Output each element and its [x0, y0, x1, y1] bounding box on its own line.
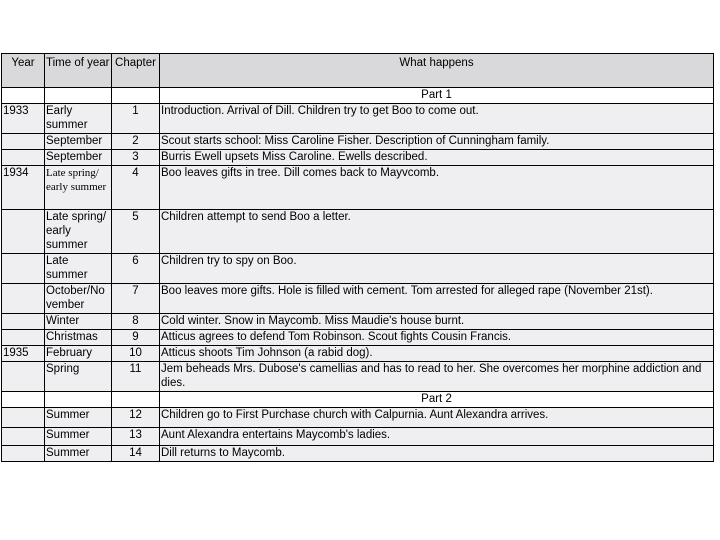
part-row — [2, 88, 714, 104]
chapter-cell: 5 — [112, 210, 160, 254]
year-cell — [2, 150, 45, 166]
time-cell: Late summer — [45, 254, 112, 284]
header-time-of-year: Time of year — [45, 54, 112, 88]
time-cell: February — [45, 346, 112, 362]
empty-cell — [45, 392, 112, 408]
table-body — [2, 88, 714, 462]
time-cell: Summer — [45, 408, 112, 428]
time-cell: Late spring/ early summer — [45, 166, 112, 210]
event-cell: Atticus agrees to defend Tom Robinson. Scout fights Cousin Francis. — [160, 330, 714, 346]
chapter-cell: 9 — [112, 330, 160, 346]
table-row — [2, 254, 714, 284]
part-label: Part 2 — [160, 392, 714, 408]
chapter-cell: 12 — [112, 408, 160, 428]
time-cell: September — [45, 150, 112, 166]
chapter-cell: 6 — [112, 254, 160, 284]
time-cell: Late spring/ early summer — [45, 210, 112, 254]
chapter-cell: 7 — [112, 284, 160, 314]
table-row — [2, 314, 714, 330]
table-header — [2, 54, 714, 88]
header-what-happens: What happens — [160, 54, 714, 88]
year-cell — [2, 446, 45, 462]
table-row — [2, 166, 714, 210]
chapter-timeline-table — [1, 53, 714, 462]
table-row — [2, 362, 714, 392]
event-cell: Cold winter. Snow in Maycomb. Miss Maudie's house burnt. — [160, 314, 714, 330]
time-cell: Early summer — [45, 104, 112, 134]
chapter-cell: 13 — [112, 428, 160, 446]
year-cell — [2, 362, 45, 392]
event-cell: Scout starts school: Miss Caroline Fisher. Description of Cunningham family. — [160, 134, 714, 150]
part-label: Part 1 — [160, 88, 714, 104]
event-cell: Children go to First Purchase church with Calpurnia. Aunt Alexandra arrives. — [160, 408, 714, 428]
event-cell: Jem beheads Mrs. Dubose's camellias and has to read to her. She overcomes her morphine addiction and dies. — [160, 362, 714, 392]
table-row — [2, 134, 714, 150]
table-row — [2, 330, 714, 346]
event-cell: Introduction. Arrival of Dill. Children try to get Boo to come out. — [160, 104, 714, 134]
table-row — [2, 428, 714, 446]
empty-cell — [112, 392, 160, 408]
event-cell: Dill returns to Maycomb. — [160, 446, 714, 462]
event-cell: Burris Ewell upsets Miss Caroline. Ewells described. — [160, 150, 714, 166]
empty-cell — [2, 88, 45, 104]
empty-cell — [45, 88, 112, 104]
table-row — [2, 346, 714, 362]
chapter-cell: 1 — [112, 104, 160, 134]
event-cell: Children attempt to send Boo a letter. — [160, 210, 714, 254]
empty-cell — [2, 392, 45, 408]
chapter-cell: 14 — [112, 446, 160, 462]
year-cell: 1933 — [2, 104, 45, 134]
table-row — [2, 150, 714, 166]
year-cell — [2, 408, 45, 428]
time-cell: Summer — [45, 446, 112, 462]
header-year: Year — [2, 54, 45, 88]
time-cell: Christmas — [45, 330, 112, 346]
event-cell: Children try to spy on Boo. — [160, 254, 714, 284]
table-row — [2, 104, 714, 134]
time-cell: Spring — [45, 362, 112, 392]
time-cell: September — [45, 134, 112, 150]
year-cell — [2, 254, 45, 284]
chapter-cell: 8 — [112, 314, 160, 330]
header-chapter: Chapter — [112, 54, 160, 88]
time-cell: October/No vember — [45, 284, 112, 314]
chapter-cell: 3 — [112, 150, 160, 166]
year-cell: 1934 — [2, 166, 45, 210]
table-row — [2, 284, 714, 314]
event-cell: Atticus shoots Tim Johnson (a rabid dog). — [160, 346, 714, 362]
chapter-cell: 4 — [112, 166, 160, 210]
chapter-cell: 2 — [112, 134, 160, 150]
event-cell: Boo leaves more gifts. Hole is filled with cement. Tom arrested for alleged rape (November 21st). — [160, 284, 714, 314]
table-row — [2, 408, 714, 428]
year-cell: 1935 — [2, 346, 45, 362]
event-cell: Aunt Alexandra entertains Maycomb's ladies. — [160, 428, 714, 446]
table-row — [2, 210, 714, 254]
time-cell: Winter — [45, 314, 112, 330]
time-cell: Summer — [45, 428, 112, 446]
chapter-cell: 10 — [112, 346, 160, 362]
year-cell — [2, 284, 45, 314]
year-cell — [2, 314, 45, 330]
event-cell: Boo leaves gifts in tree. Dill comes back to Mayvcomb. — [160, 166, 714, 210]
table-row — [2, 446, 714, 462]
part-row — [2, 392, 714, 408]
year-cell — [2, 134, 45, 150]
empty-cell — [112, 88, 160, 104]
chapter-cell: 11 — [112, 362, 160, 392]
year-cell — [2, 428, 45, 446]
year-cell — [2, 210, 45, 254]
year-cell — [2, 330, 45, 346]
